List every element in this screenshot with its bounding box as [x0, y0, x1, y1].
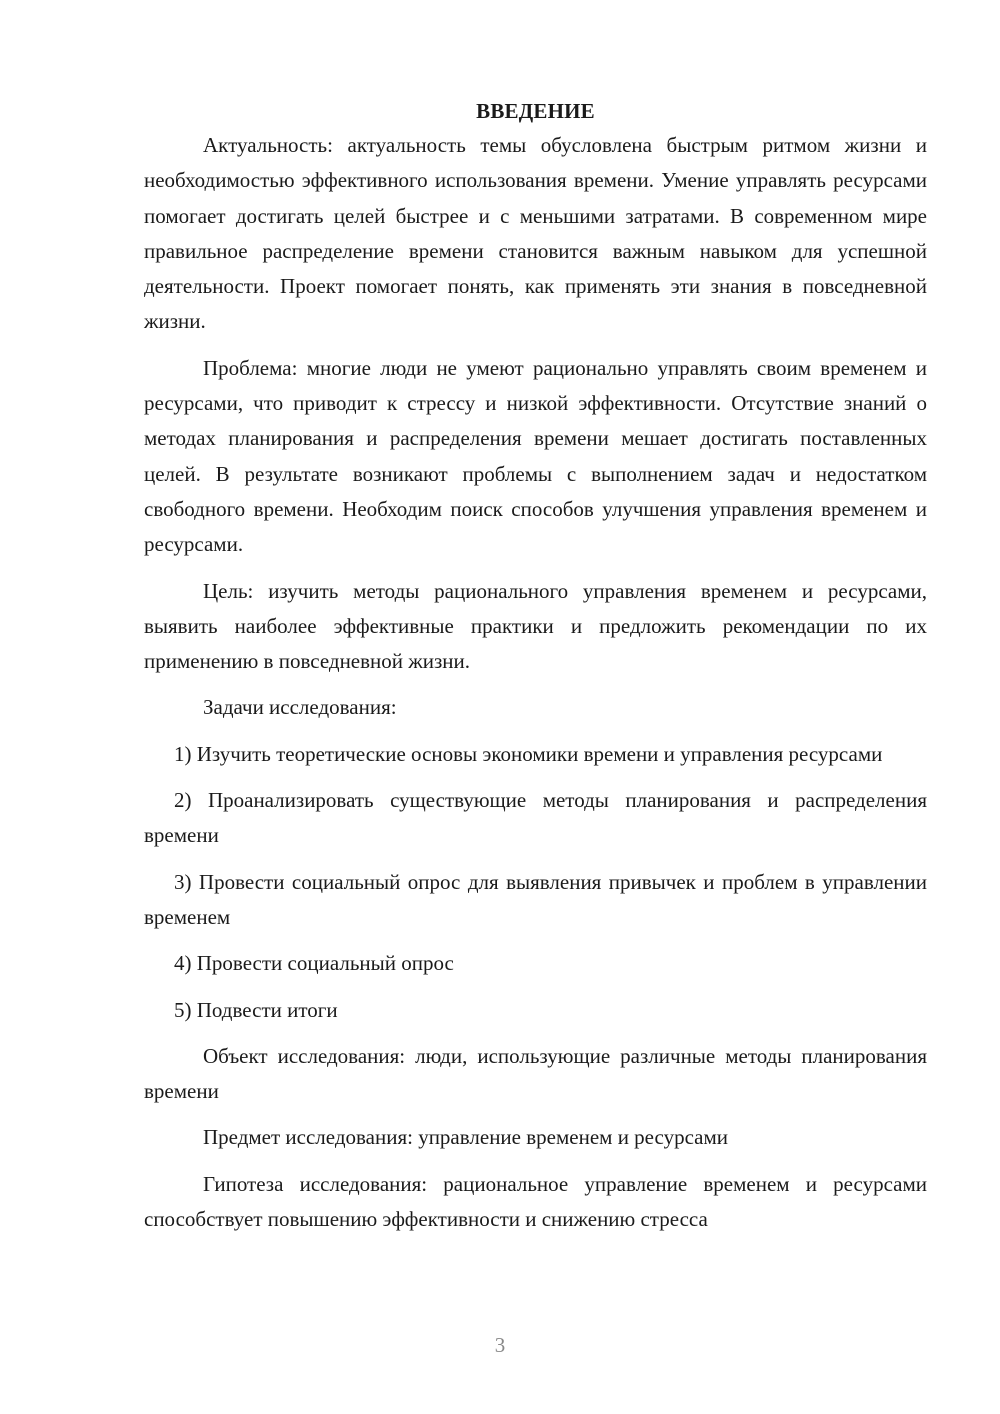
spacer [144, 340, 927, 351]
spacer [144, 854, 927, 865]
document-page [144, 96, 927, 1237]
task-item-2: 2) Проанализировать существующие методы планирования и распределения времени [144, 788, 927, 848]
paragraph-relevance: Актуальность: актуальность темы обусловлена быстрым ритмом жизни и необходимостью эффективного использования времени. Умение управлять ресурсами помогает достигать целей быстрее и с меньшими затратами. В современном мире правильное распределение времени становится важным навыком для успешной деятельности. Проект помогает понять, как применять эти знания в повседневной жизни. [144, 133, 927, 334]
section-title: ВВЕДЕНИЕ [476, 99, 595, 123]
spacer [144, 1109, 927, 1120]
spacer [144, 1156, 927, 1167]
paragraph-object: Объект исследования: люди, использующие различные методы планирования времени [144, 1043, 927, 1104]
task-item-3: 3) Провести социальный опрос для выявления привычек и проблем в управлении временем [144, 869, 927, 929]
spacer [144, 1028, 927, 1039]
spacer [144, 772, 927, 783]
tasks-heading: Задачи исследования: [203, 695, 397, 720]
spacer [144, 726, 927, 737]
page-number: 3 [494, 1333, 506, 1357]
paragraph-hypothesis: Гипотеза исследования: рациональное управление временем и ресурсами способствует повышению эффективности и снижению стресса [144, 1171, 927, 1232]
paragraph-subject: Предмет исследования: управление временем и ресурсами [203, 1125, 728, 1150]
spacer [144, 935, 927, 946]
spacer [144, 563, 927, 574]
task-item-4: 4) Провести социальный опрос [174, 951, 454, 976]
task-item-5: 5) Подвести итоги [174, 997, 338, 1022]
task-item-1: 1) Изучить теоретические основы экономики времени и управления ресурсами [174, 741, 883, 766]
spacer [144, 679, 927, 690]
paragraph-goal: Цель: изучить методы рационального управления временем и ресурсами, выявить наиболее эффективные практики и предложить рекомендации по их применению в повседневной жизни. [144, 578, 927, 674]
paragraph-problem: Проблема: многие люди не умеют рационально управлять своим временем и ресурсами, что приводит к стрессу и низкой эффективности. Отсутствие знаний о методах планирования и распределения времени мешает достигать поставленных целей. В результате возникают проблемы с выполнением задач и недостатком свободного времени. Необходим поиск способов улучшения управления временем и ресурсами. [144, 355, 927, 557]
spacer [144, 982, 927, 993]
